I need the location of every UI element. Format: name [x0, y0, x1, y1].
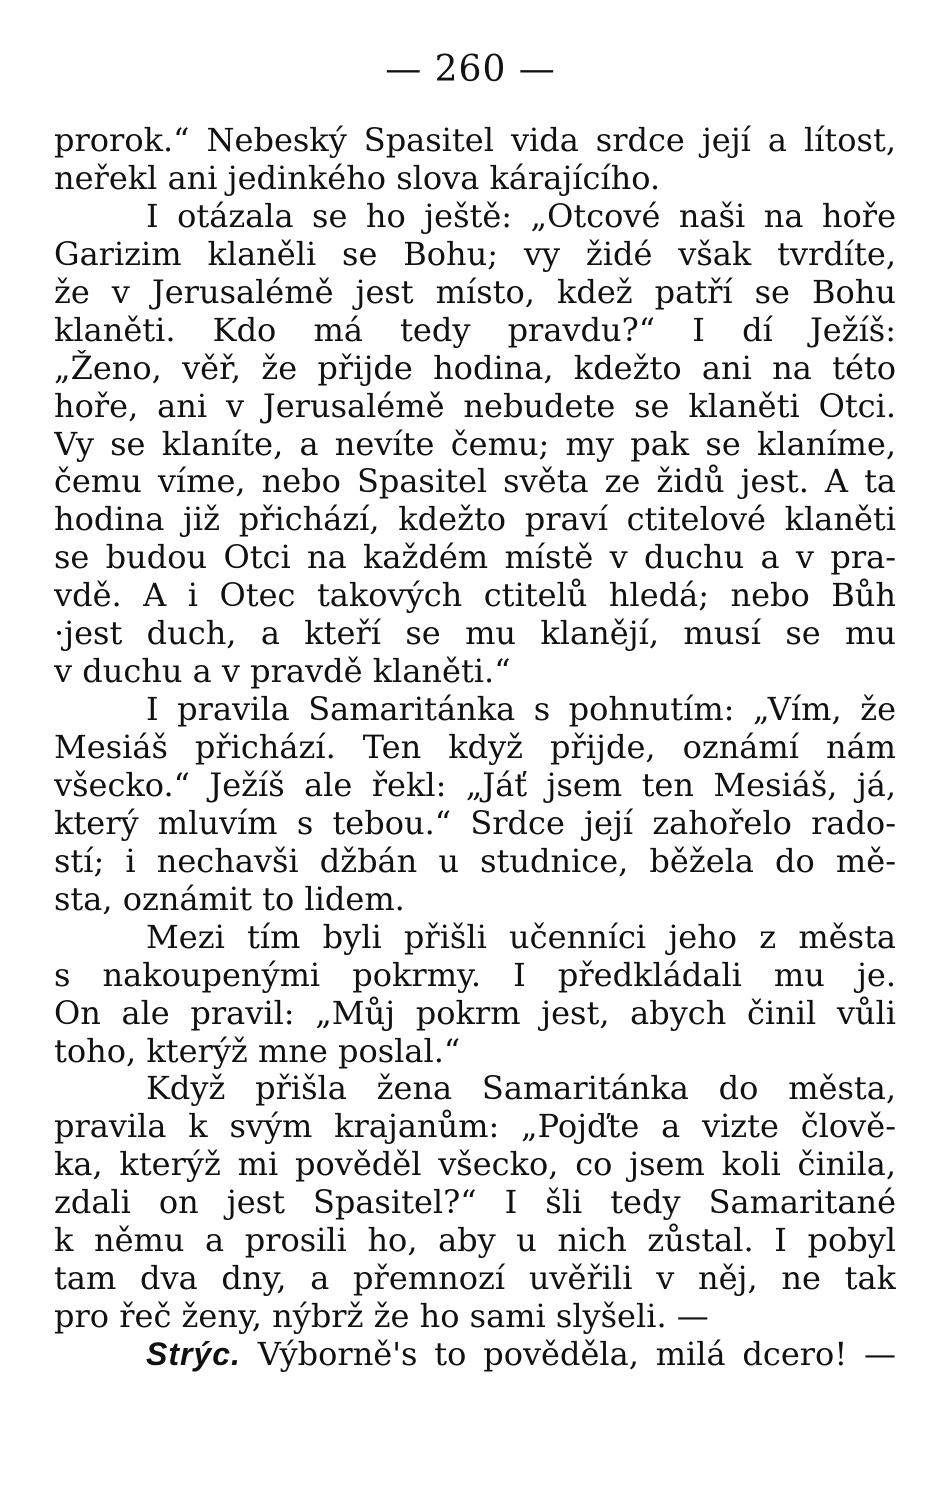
paragraph-start-line: I otázala se ho ještě: „Otcové naši na hoře	[146, 197, 896, 235]
text-line: který mluvím s tebou.“ Srdce její zahořelo rado-	[54, 804, 896, 842]
text-line: sta, oznámit to lidem.	[54, 880, 405, 918]
text-line: pro řeč ženy, nýbrž že ho sami slyšeli. —	[54, 1298, 709, 1336]
text-line: On ale pravil: „Můj pokrm jest, abych činil vůli	[54, 994, 896, 1032]
text-line: klaněti. Kdo má tedy pravdu?“ I dí Ježíš:	[54, 311, 896, 349]
page-number: — 260 —	[385, 49, 556, 90]
text-line: neřekl ani jedinkého slova kárajícího.	[54, 159, 661, 197]
text-line: stí; i nechavši džbán u studnice, běžela do mě-	[54, 842, 896, 880]
speaker-name: Strýc.	[146, 1336, 241, 1372]
text-line: k němu a prosili ho, aby u nich zůstal. I pobyl	[54, 1222, 896, 1260]
text-line: ·jest duch, a kteří se mu klanějí, musí se mu	[54, 615, 896, 653]
text-line: tam dva dny, a přemnozí uvěřili v něj, ne tak	[54, 1260, 896, 1298]
text-line: v duchu a v pravdě klaněti.“	[54, 653, 511, 691]
text-line: hoře, ani v Jerusalémě nebudete se klaněti Otci.	[54, 387, 896, 425]
text-line: zdali on jest Spasitel?“ I šli tedy Samaritané	[54, 1184, 896, 1222]
text-line: Vy se klaníte, a nevíte čemu; my pak se klaníme,	[54, 425, 896, 463]
paragraph-start-line: Když přišla žena Samaritánka do města,	[146, 1070, 896, 1108]
text-line: čemu víme, nebo Spasitel světa ze židů jest. A ta	[54, 463, 896, 501]
text-line: hodina již přichází, kdežto praví ctitelové klaněti	[54, 501, 896, 539]
text-line: Mesiáš přichází. Ten když přijde, oznámí nám	[54, 729, 896, 766]
dialogue-text: Výborně's to pověděla, milá dcero! —	[240, 1336, 896, 1373]
dialogue-line	[54, 1336, 896, 1374]
text-line: s nakoupenými pokrmy. I předkládali mu je.	[54, 956, 896, 994]
text-line: toho, kterýž mne poslal.“	[54, 1032, 461, 1070]
text-line: „Ženo, věř, že přijde hodina, kdežto ani na této	[54, 349, 896, 387]
paragraph-start-line: I pravila Samaritánka s pohnutím: „Vím, že	[146, 691, 896, 729]
text-line: ka, kterýž mi pověděl všecko, co jsem koli činila,	[54, 1146, 896, 1184]
text-line: vdě. A i Otec takových ctitelů hledá; nebo Bůh	[54, 577, 896, 615]
text-line: že v Jerusalémě jest místo, kdež patří se Bohu	[54, 273, 896, 311]
text-line: všecko.“ Ježíš ale řekl: „Jáť jsem ten Mesiáš, já,	[54, 766, 896, 804]
text-line: Garizim klaněli se Bohu; vy židé však tvrdíte,	[54, 235, 896, 273]
text-line: pravila k svým krajanům: „Pojďte a vizte člově-	[54, 1108, 896, 1146]
paragraph-start-line: Mezi tím byli přišli učenníci jeho z města	[146, 918, 896, 956]
text-line: se budou Otci na každém místě v duchu a v pra-	[54, 539, 896, 577]
text-line: prorok.“ Nebeský Spasitel vida srdce její a lítost,	[54, 122, 896, 159]
body-text	[54, 122, 896, 1374]
